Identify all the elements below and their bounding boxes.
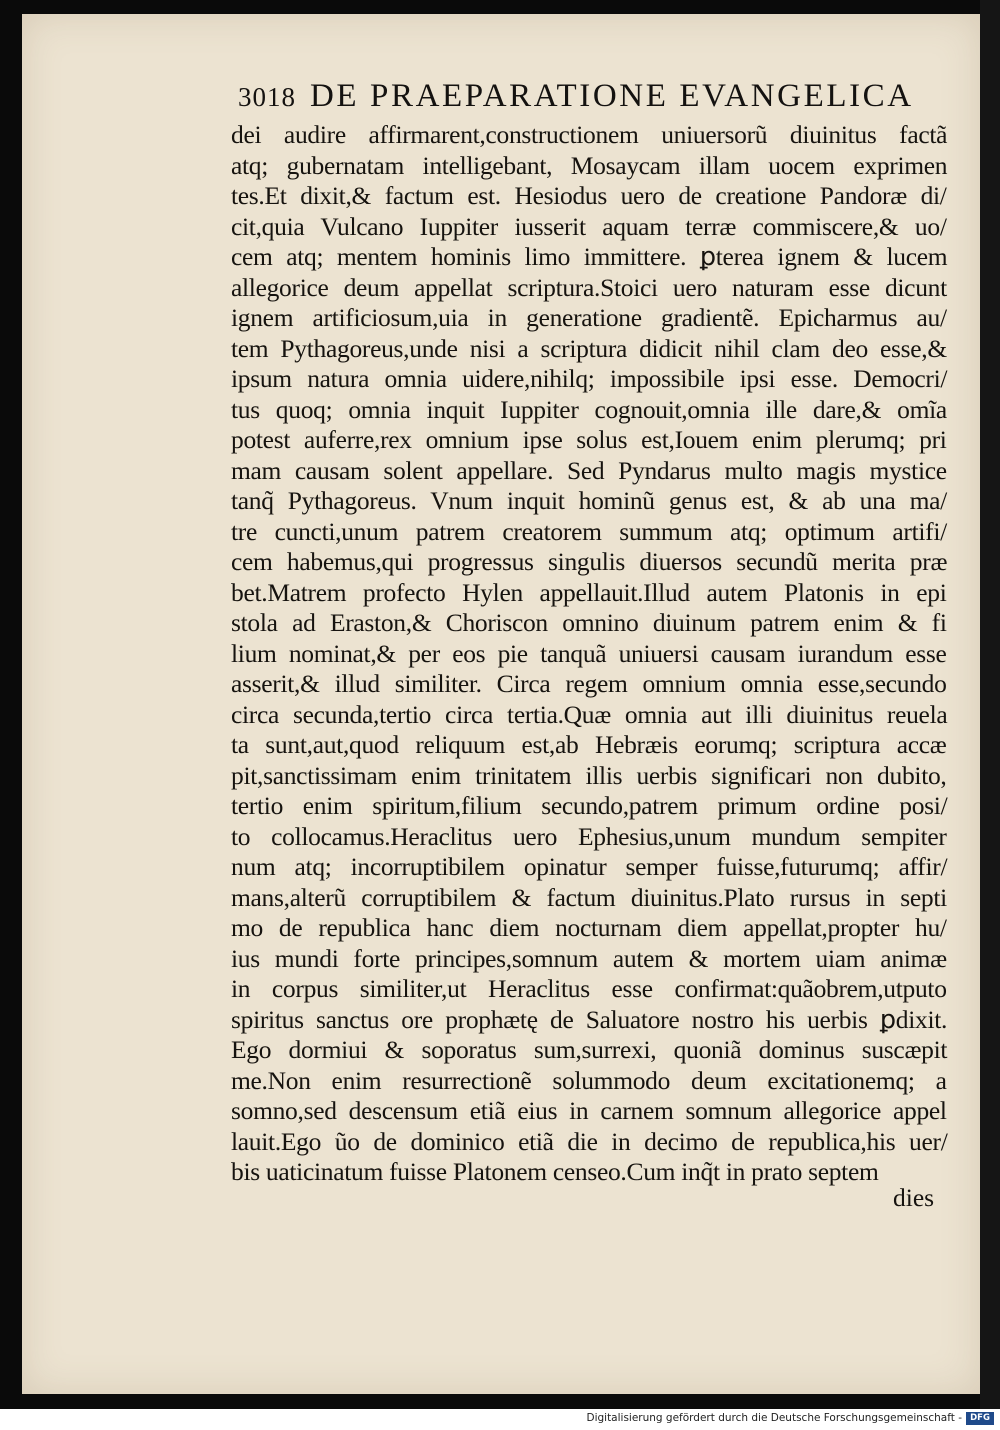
scan-edge: [980, 0, 1000, 1409]
text-line: ignem artificiosum,uia in generatione gradientẽ. Epicharmus au/: [231, 303, 947, 332]
text-line: allegorice deum appellat scriptura.Stoici uero naturam esse dicunt: [231, 272, 947, 302]
text-line: cem habemus,qui progressus singulis diuersos secundũ merita præ: [231, 547, 948, 576]
page-number: 3018: [238, 82, 296, 112]
text-line: atq; gubernatam intelligebant, Mosaycam illam uocem exprimen: [231, 150, 948, 180]
funding-credit: Digitalisierung gefördert durch die Deutsche Forschungsgemeinschaft -: [586, 1412, 962, 1424]
text-line: lium nominat,& per eos pie tanquã uniuersi causam iurandum esse: [231, 638, 947, 668]
body-text: [231, 120, 947, 1188]
text-line: ipsum natura omnia uidere,nihilq; impossibile ipsi esse. Democri/: [231, 364, 948, 393]
text-line: tertio enim spiritum,filium secundo,patrem primum ordine posi/: [231, 791, 948, 820]
text-line: pit,sanctissimam enim trinitatem illis uerbis significari non dubito,: [231, 760, 947, 790]
text-line: bet.Matrem profecto Hylen appellauit.Illud autem Platonis in epi: [231, 577, 947, 607]
text-line: tus quoq; omnia inquit Iuppiter cognouit,omnia ille dare,& omĩa: [231, 394, 947, 424]
text-line: in corpus similiter,ut Heraclitus esse confirmat:quãobrem,utputo: [231, 974, 947, 1003]
text-line: mans,alterũ corruptibilem & factum diuinitus.Plato rursus in septi: [231, 882, 947, 912]
text-line: cit,quia Vulcano Iuppiter iusserit aquam terræ commiscere,& uo/: [231, 211, 947, 241]
text-line: tanq̃ Pythagoreus. Vnum inquit hominũ genus est, & ab una ma/: [231, 486, 947, 515]
running-title: DE PRAEPARATIONE EVANGELICA: [310, 78, 914, 114]
text-line: lauit.Ego ũo de dominico etiã die in decimo de republica,his uer/: [231, 1126, 948, 1156]
text-line: mam causam solent appellare. Sed Pyndarus multo magis mystice: [231, 455, 947, 485]
text-line: stola ad Eraston,& Choriscon omnino diuinum patrem enim & fi: [231, 608, 947, 637]
text-line: somno,sed descensum etiã eius in carnem somnum allegorice appel: [231, 1096, 947, 1125]
text-line: Ego dormiui & soporatus sum,surrexi, quoniã dominus suscæpit: [231, 1035, 948, 1064]
text-line: ta sunt,aut,quod reliquum est,ab Hebræis eorumq; scriptura accæ: [231, 730, 947, 759]
text-line: me.Non enim resurrectionẽ solummodo deum excitationemq; a: [231, 1065, 947, 1095]
text-line: ius mundi forte principes,somnum autem & mortem uiam animæ: [231, 943, 947, 973]
text-line: circa secunda,tertio circa tertia.Quæ omnia aut illi diuinitus reuela: [231, 699, 948, 729]
text-line: num atq; incorruptibilem opinatur semper fuisse,futurumq; affir/: [231, 852, 948, 881]
text-line: tre cuncti,unum patrem creatorem summum atq; optimum artifi/: [231, 516, 947, 546]
text-line: asserit,& illud similiter. Circa regem omnium omnia esse,secundo: [231, 669, 947, 698]
text-line: tem Pythagoreus,unde nisi a scriptura didicit nihil clam deo esse,&: [231, 333, 947, 363]
dfg-logo: DFG: [966, 1412, 994, 1425]
catchword: dies: [893, 1183, 935, 1212]
text-line: spiritus sanctus ore prophætę de Saluatore nostro his uerbis ꝑdixit.: [231, 1004, 948, 1034]
text-line: dei audire affirmarent,constructionem uniuersorũ diuinitus factã: [231, 120, 948, 149]
footer-bar: [0, 1409, 1000, 1430]
page-header: [238, 78, 948, 120]
text-line: bis uaticinatum fuisse Platonem censeo.Cum inq̃t in prato septem: [231, 1157, 879, 1186]
text-line: tes.Et dixit,& factum est. Hesiodus uero de creatione Pandoræ di/: [231, 181, 947, 210]
text-line: cem atq; mentem hominis limo immittere. ꝑterea ignem & lucem: [231, 242, 948, 271]
text-line: to collocamus.Heraclitus uero Ephesius,unum mundum sempiter: [231, 821, 947, 851]
text-line: mo de republica hanc diem nocturnam diem appellat,propter hu/: [231, 913, 947, 942]
text-line: potest auferre,rex omnium ipse solus est,Iouem enim plerumq; pri: [231, 425, 947, 454]
